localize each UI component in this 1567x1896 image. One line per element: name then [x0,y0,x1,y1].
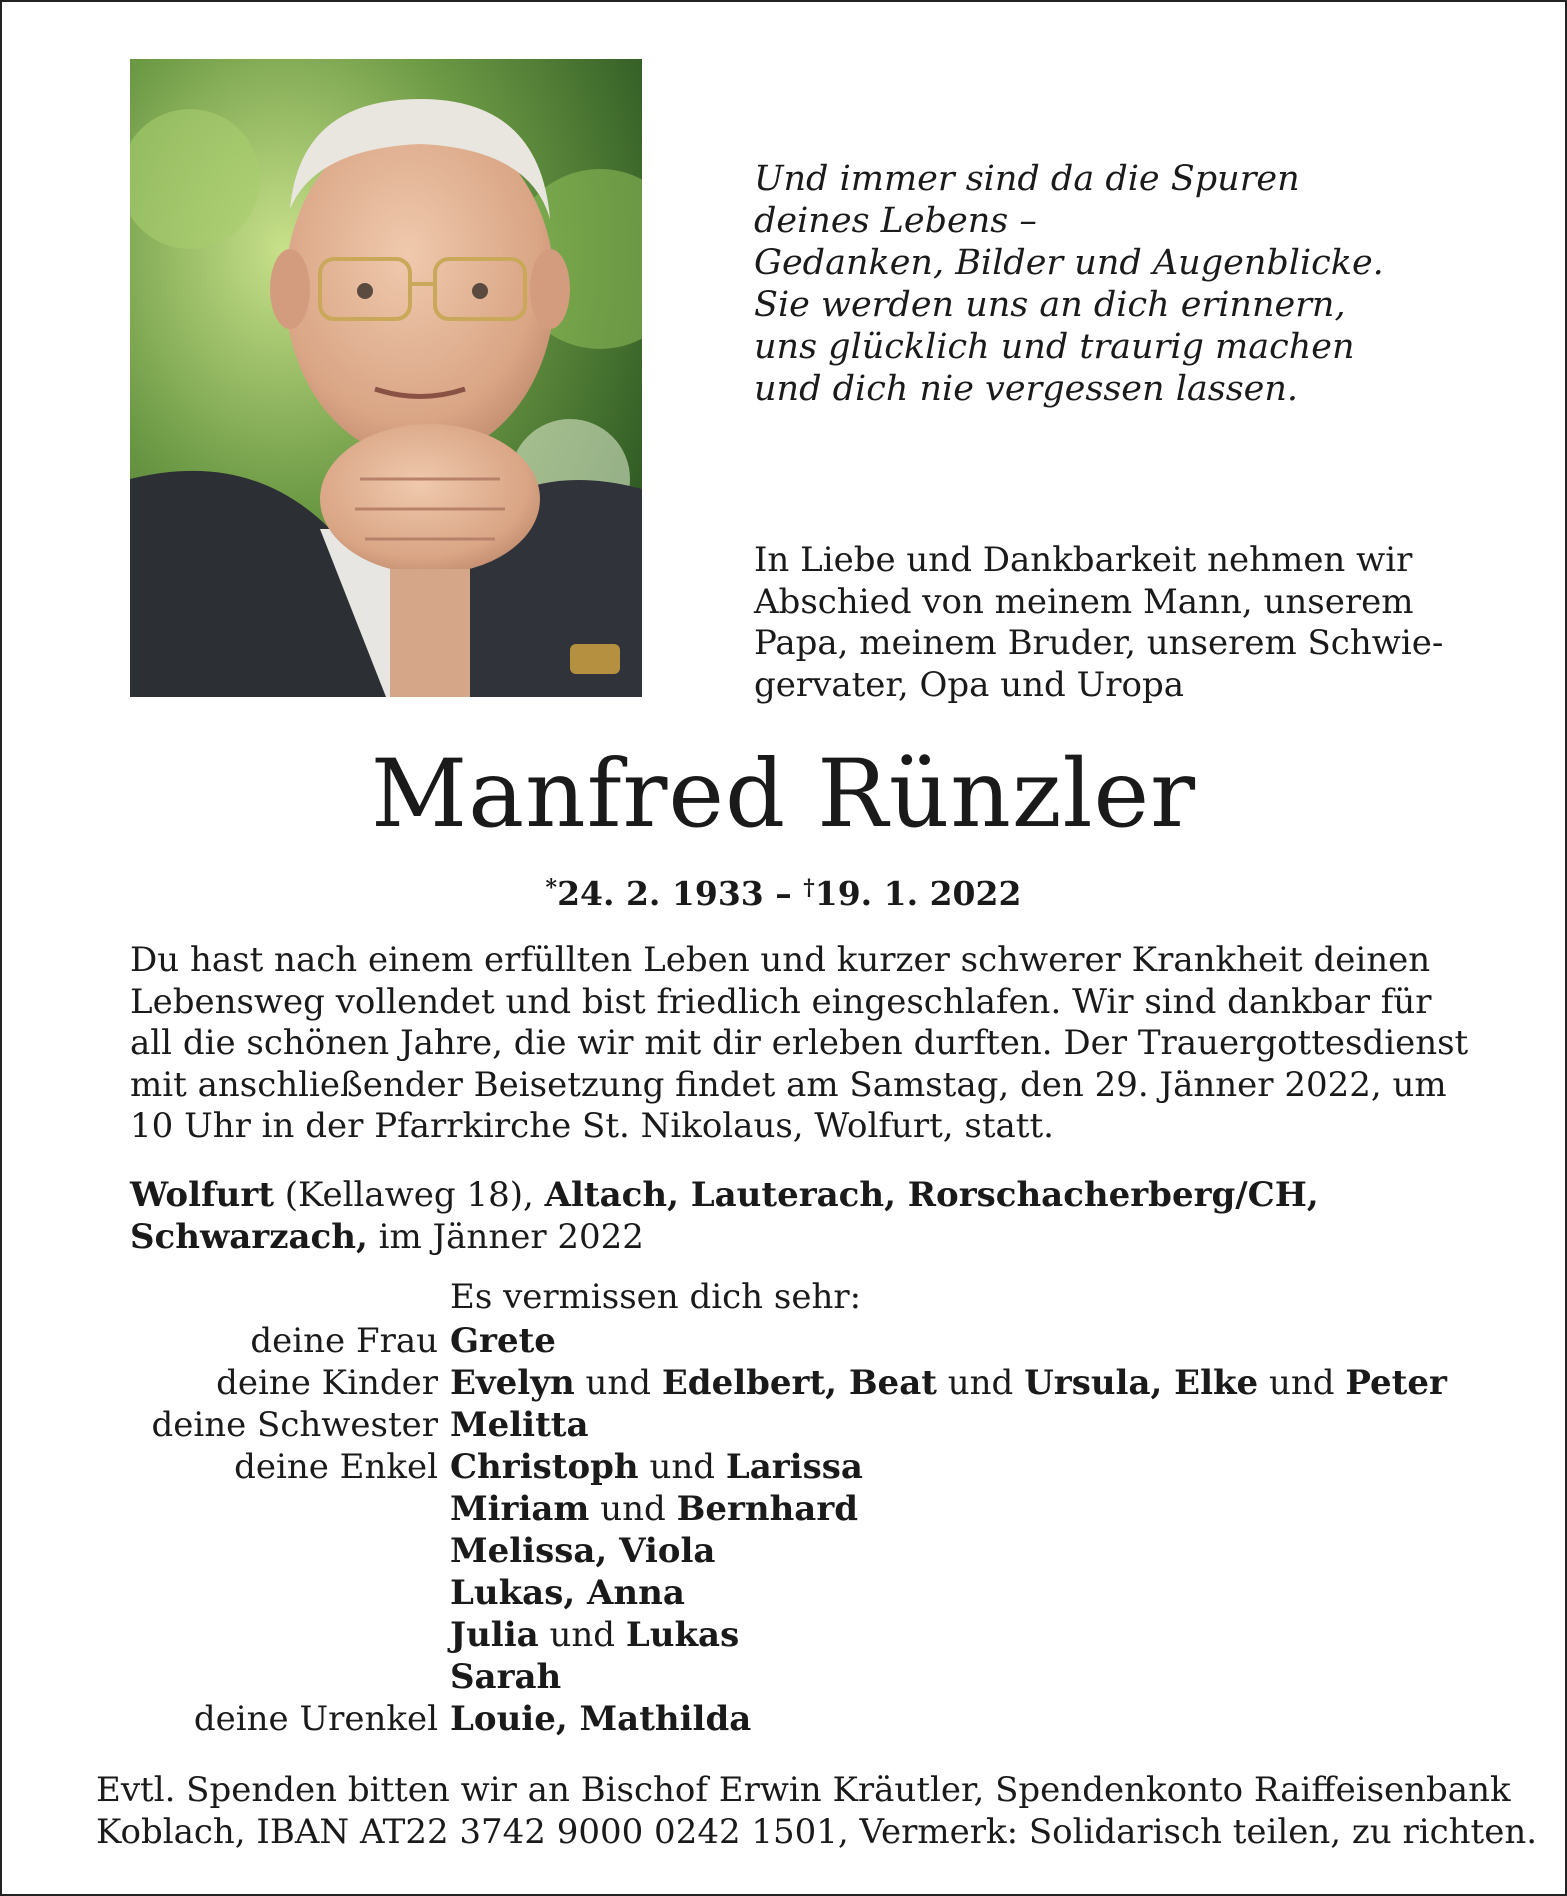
connector: und [638,1447,726,1487]
intro-line: In Liebe und Dankbarkeit nehmen wir [754,540,1413,580]
places-line [130,1175,1460,1258]
poem-line: und dich nie vergessen lassen. [754,369,1299,409]
deceased-name: Manfred Rünzler [370,740,1197,849]
miss-heading: Es vermissen dich sehr: [450,1277,862,1317]
intro-line: Abschied von meinem Mann, unserem [754,581,1414,622]
place-address: (Kellaweg 18), [273,1175,545,1215]
family-name: Evelyn [450,1363,575,1403]
family-row-schwester [130,1404,1490,1446]
family-row-frau [130,1320,1490,1362]
poem-line: Sie werden uns an dich erinnern, [754,285,1346,325]
family-name: Sarah [450,1657,562,1697]
body-line: Du hast nach einem erfüllten Leben und kurzer schwerer Krankheit deinen [130,940,1431,980]
family-name: Christoph [450,1447,639,1487]
family-name: Melitta [450,1405,589,1445]
poem [754,158,1474,410]
places-list: Altach, Lauterach, Rorschacherberg/CH, [544,1175,1319,1215]
body-line: 10 Uhr in der Pfarrkirche St. Nikolaus, Wolfurt, statt. [130,1106,1054,1146]
family-row-enkel [130,1446,1490,1488]
donation-line: Evtl. Spenden bitten wir an Bischof Erwin Kräutler, Spendenkonto Raiffeisenbank [96,1770,1511,1810]
poem-line: deines Lebens – [754,201,1037,241]
family-row-enkel-2 [130,1488,1490,1530]
birth-date: 24. 2. 1933 [557,874,764,913]
place-schwarzach: Schwarzach, [130,1216,368,1257]
connector: und [538,1615,626,1655]
donation-line: Koblach, IBAN AT22 3742 9000 0242 1501, Vermerk: Solidarisch teilen, zu richten. [96,1811,1538,1852]
family-row-enkel-4 [130,1572,1490,1614]
intro-line: gervater, Opa und Uropa [754,664,1185,705]
poem-line: uns glücklich und traurig machen [754,327,1355,367]
poem-line: Und immer sind da die Spuren [754,159,1300,199]
relation-label: deine Kinder [216,1363,438,1403]
connector: und [1258,1363,1346,1403]
body-paragraph [130,940,1469,1148]
portrait-photo-icon [130,59,642,697]
body-line: mit anschließender Beisetzung findet am Samstag, den 29. Jänner 2022, um [130,1064,1447,1105]
family-name: Louie, Mathilda [450,1699,752,1739]
family-name: Edelbert, Beat [661,1363,937,1403]
life-dates [0,868,1567,914]
family-name: Grete [450,1321,556,1361]
connector: und [589,1489,677,1529]
family-row-urenkel [130,1698,1490,1740]
birth-symbol: * [545,875,558,901]
connector: und [936,1363,1025,1403]
intro-line: Papa, meinem Bruder, unserem Schwie- [754,623,1444,663]
family-name: Ursula, Elke [1024,1363,1259,1403]
family-name: Lukas [625,1615,740,1655]
family-list [130,1320,1490,1740]
family-row-enkel-3 [130,1530,1490,1572]
intro-text [754,540,1474,706]
family-row-enkel-5 [130,1614,1490,1656]
family-row-kinder [130,1362,1490,1404]
family-name: Miriam [450,1489,590,1529]
date-dash: – [763,874,804,913]
relation-label: deine Frau [250,1321,438,1361]
relation-label: deine Enkel [234,1447,438,1487]
connector: und [574,1363,662,1403]
body-line: all die schönen Jahre, die wir mit dir erleben durften. Der Trauergottesdienst [130,1023,1469,1063]
death-symbol: † [803,875,815,901]
family-name: Peter [1345,1363,1447,1403]
donation-note [96,1770,1538,1853]
family-name: Lukas, Anna [450,1573,685,1613]
family-name: Larissa [725,1447,863,1487]
family-name: Julia [450,1615,539,1655]
portrait-photo [130,59,642,697]
family-name: Bernhard [676,1489,859,1529]
relation-label: deine Urenkel [193,1699,438,1739]
family-row-enkel-6 [130,1656,1490,1698]
death-date: 19. 1. 2022 [814,874,1022,913]
body-line: Lebensweg vollendet und bist friedlich eingeschlafen. Wir sind dankbar für [130,981,1432,1022]
poem-line: Gedanken, Bilder und Augenblicke. [754,243,1384,283]
family-name: Melissa, Viola [450,1531,716,1571]
relation-label: deine Schwester [151,1405,438,1445]
place-date: im Jänner 2022 [367,1216,644,1257]
place-wolfurt: Wolfurt [130,1175,274,1215]
